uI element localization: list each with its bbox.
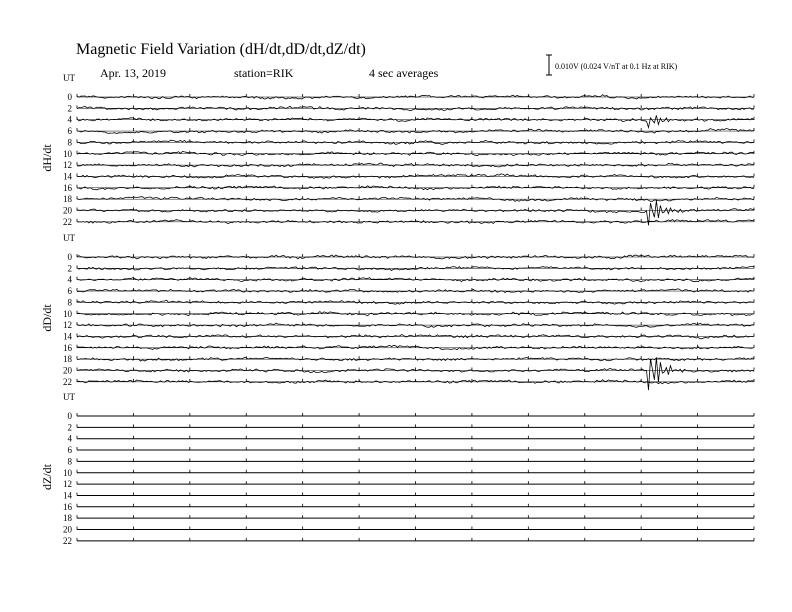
panel-ylabel: dZ/dt	[40, 464, 54, 490]
row-label: 22	[63, 376, 72, 387]
row-label: 14	[63, 490, 72, 501]
panel-dddt	[40, 233, 754, 390]
row-label: 14	[63, 331, 72, 342]
row-label: 6	[67, 286, 72, 297]
scale-label: 0.010V (0.024 V/nT at 0.1 Hz at RIK)	[555, 62, 678, 71]
ut-label: UT	[63, 233, 75, 243]
row-label: 12	[63, 160, 72, 171]
row-label: 20	[63, 524, 72, 535]
row-label: 4	[67, 433, 72, 444]
row-label: 2	[67, 422, 72, 433]
chart-title: Magnetic Field Variation (dH/dt,dD/dt,dZ/dt)	[76, 41, 366, 58]
row-label: 4	[67, 274, 72, 285]
ut-label: UT	[63, 73, 75, 83]
panel-dhdt	[40, 73, 754, 227]
panel-dzdt	[40, 392, 754, 546]
date-label: Apr. 13, 2019	[100, 66, 166, 80]
row-label: 8	[67, 137, 72, 148]
row-label: 18	[63, 194, 72, 205]
row-label: 16	[63, 501, 72, 512]
row-label: 0	[67, 92, 72, 102]
scale-bar	[546, 55, 678, 75]
row-label: 10	[63, 148, 72, 159]
ut-label: UT	[63, 392, 75, 402]
row-label: 0	[67, 411, 72, 421]
row-label: 16	[63, 342, 72, 353]
row-label: 12	[63, 320, 72, 331]
panel-ylabel: dD/dt	[40, 304, 54, 332]
row-label: 6	[67, 126, 72, 137]
row-label: 2	[67, 263, 72, 274]
row-label: 8	[67, 456, 72, 467]
row-label: 10	[63, 308, 72, 319]
row-label: 22	[63, 216, 72, 227]
row-label: 12	[63, 479, 72, 490]
panels	[40, 73, 754, 546]
averaging-label: 4 sec averages	[369, 66, 439, 80]
row-label: 22	[63, 535, 72, 546]
row-label: 8	[67, 297, 72, 308]
row-label: 18	[63, 354, 72, 365]
row-label: 16	[63, 182, 72, 193]
signal-trace	[77, 357, 754, 390]
row-label: 4	[67, 114, 72, 125]
row-label: 10	[63, 467, 72, 478]
station-label: station=RIK	[234, 66, 294, 80]
row-label: 18	[63, 513, 72, 524]
row-label: 0	[67, 252, 72, 262]
row-label: 14	[63, 171, 72, 182]
row-label: 20	[63, 365, 72, 376]
row-label: 20	[63, 205, 72, 216]
row-label: 6	[67, 445, 72, 456]
panel-ylabel: dH/dt	[40, 144, 54, 172]
row-label: 2	[67, 103, 72, 114]
